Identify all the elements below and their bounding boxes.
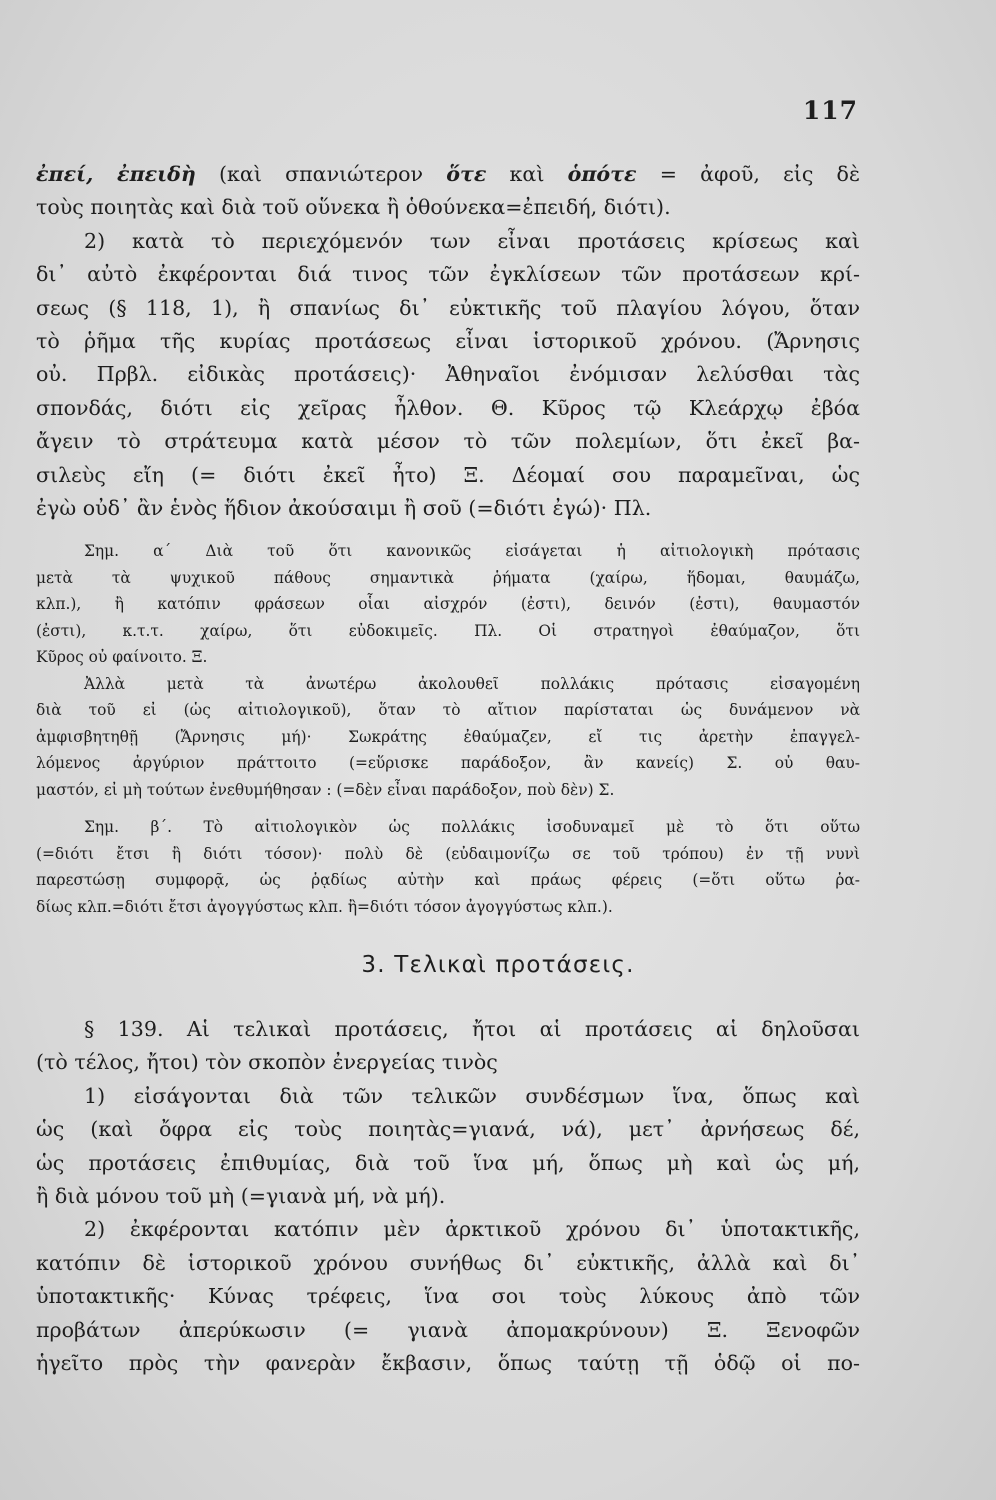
text-line: 1) εἰσάγονται διὰ τῶν τελικῶν συνδέσμων ἵνα, ὅπως καὶ [84, 1083, 860, 1108]
footnote-block-2 [36, 814, 860, 920]
text-line: 2) ἐκφέρονται κατόπιν μὲν ἀρκτικοῦ χρόνου δι᾿ ὑποτακτικῆς, [84, 1217, 860, 1242]
note-line: παρεστώσῃ συμφορᾷ, ὡς ῥᾳδίως αὐτὴν καὶ πράως φέρεις (=ὅτι οὕτω ῥα- [36, 871, 860, 889]
phrase-ote: ὅτε [446, 162, 487, 186]
text-line: τοὺς ποιητὰς καὶ διὰ τοῦ οὕνεκα ἢ ὁθούνεκα=ἐπειδή, διότι). [36, 195, 671, 220]
note-line: Σημ. α΄ Διὰ τοῦ ὅτι κανονικῶς εἰσάγεται ἡ αἰτιολογικὴ πρότασις [84, 542, 860, 560]
text-line: δι᾿ αὐτὸ ἐκφέρονται διά τινος τῶν ἐγκλίσεων τῶν προτάσεων κρί- [36, 262, 860, 287]
main-text-block-1 [36, 158, 860, 525]
text-line: τὸ ῥῆμα τῆς κυρίας προτάσεως εἶναι ἱστορικοῦ χρόνου. (Ἄρνησις [36, 329, 860, 354]
note-line: μετὰ τὰ ψυχικοῦ πάθους σημαντικὰ ῥήματα (χαίρω, ἥδομαι, θαυμάζω, [36, 568, 860, 587]
main-text-block-2 [36, 1013, 860, 1380]
footnote-block-1 [36, 538, 860, 803]
text-line: (τὸ τέλος, ἤτοι) τὸν σκοπὸν ἐνεργείας τινὸς [36, 1050, 498, 1075]
phrase-epei: ἐπεί, ἐπειδὴ [36, 162, 196, 186]
text-line: ἐγὼ οὐδ᾿ ἂν ἑνὸς ἥδιον ἀκούσαιμι ἢ σοῦ (=διότι ἐγώ)· Πλ. [36, 496, 652, 521]
note-line: Σημ. β΄. Τὸ αἰτιολογικὸν ὡς πολλάκις ἰσοδυναμεῖ μὲ τὸ ὅτι οὕτω [84, 818, 860, 836]
text-line: § 139. Αἱ τελικαὶ προτάσεις, ἤτοι αἱ προτάσεις αἱ δηλοῦσαι [84, 1017, 860, 1041]
text-line: σπονδάς, διότι εἰς χεῖρας ἦλθον. Θ. Κῦρος τῷ Κλεάρχῳ ἐβόα [36, 395, 860, 420]
text-line: ὡς (καὶ ὄφρα εἰς τοὺς ποιητὰς=γιανά, νά), μετ᾿ ἀρνήσεως δέ, [36, 1117, 860, 1142]
page-number: 117 [802, 96, 858, 125]
text-line: σιλεὺς εἴη (= διότι ἐκεῖ ἦτο) Ξ. Δέομαί σου παραμεῖναι, ὡς [36, 462, 860, 487]
text-line: ὡς προτάσεις ἐπιθυμίας, διὰ τοῦ ἵνα μή, ὅπως μὴ καὶ ὡς μή, [36, 1150, 860, 1175]
text-line: 2) κατὰ τὸ περιεχόμενόν των εἶναι προτάσεις κρίσεως καὶ [84, 228, 860, 253]
note-line: διὰ τοῦ εἰ (ὡς αἰτιολογικοῦ), ὅταν τὸ αἴτιον παρίσταται ὡς δυνάμενον νὰ [36, 701, 860, 719]
section-heading: 3. Τελικαὶ προτάσεις. [361, 952, 635, 978]
text-line: ἡγεῖτο πρὸς τὴν φανερὰν ἔκβασιν, ὅπως ταύτῃ τῇ ὁδῷ οἱ πο- [36, 1351, 860, 1376]
note-line: (ἐστι), κ.τ.τ. χαίρω, ὅτι εὐδοκιμεῖς. Πλ. Οἱ στρατηγοὶ ἐθαύμαζον, ὅτι [36, 621, 860, 640]
note-line: δίως κλπ.=διότι ἔτσι ἀγογγύστως κλπ. ἢ=διότι τόσον ἀγογγύστως κλπ.). [36, 897, 613, 916]
note-line: λόμενος ἀργύριον πράττοιτο (=εὕρισκε παράδοξον, ἂν κανείς) Σ. οὐ θαυ- [36, 754, 860, 772]
note-line: (=διότι ἔτσι ἢ διότι τόσον)· πολὺ δὲ (εὐδαιμονίζω σε τοῦ τρόπου) ἐν τῇ νυνὶ [36, 844, 860, 863]
note-line: Κῦρος οὐ φαίνοιτο. Ξ. [36, 648, 208, 666]
text-line: ἐπεί, ἐπειδὴ (καὶ σπανιώτερον ὅτε καὶ ὁπότε = ἀφοῦ, εἰς δὲ [36, 162, 861, 186]
note-line: κλπ.), ἢ κατόπιν φράσεων οἷαι αἰσχρόν (ἐστι), δεινόν (ἐστι), θαυμαστόν [36, 595, 860, 613]
text-line: προβάτων ἀπερύκωσιν (= γιανὰ ἀπομακρύνουν) Ξ. Ξενοφῶν [36, 1317, 860, 1342]
text-line: σεως (§ 118, 1), ἢ σπανίως δι᾿ εὐκτικῆς τοῦ πλαγίου λόγου, ὅταν [36, 295, 860, 320]
text-line: ἢ διὰ μόνου τοῦ μὴ (=γιανὰ μή, νὰ μή). [36, 1184, 446, 1209]
note-line: ἀμφισβητηθῇ (Ἄρνησις μή)· Σωκράτης ἐθαύμαζεν, εἴ τις ἀρετὴν ἐπαγγελ- [36, 727, 860, 746]
note-line: Ἀλλὰ μετὰ τὰ ἀνωτέρω ἀκολουθεῖ πολλάκις πρότασις εἰσαγομένη [84, 674, 860, 693]
text-line: ὑποτακτικῆς· Κύνας τρέφεις, ἵνα σοι τοὺς λύκους ἀπὸ τῶν [36, 1284, 860, 1309]
phrase-opote: ὁπότε [567, 162, 637, 186]
text-line: κατόπιν δὲ ἱστορικοῦ χρόνου συνήθως δι᾿ εὐκτικῆς, ἀλλὰ καὶ δι᾿ [36, 1250, 860, 1275]
note-line: μαστόν, εἰ μὴ τούτων ἐνεθυμήθησαν : (=δὲν εἶναι παράδοξον, ποὺ δὲν) Σ. [36, 780, 615, 799]
text-line: οὐ. Πρβλ. εἰδικὰς προτάσεις)· Ἀθηναῖοι ἐνόμισαν λελύσθαι τὰς [36, 362, 860, 387]
text-line: ἄγειν τὸ στράτευμα κατὰ μέσον τὸ τῶν πολεμίων, ὅτι ἐκεῖ βα- [36, 429, 860, 454]
